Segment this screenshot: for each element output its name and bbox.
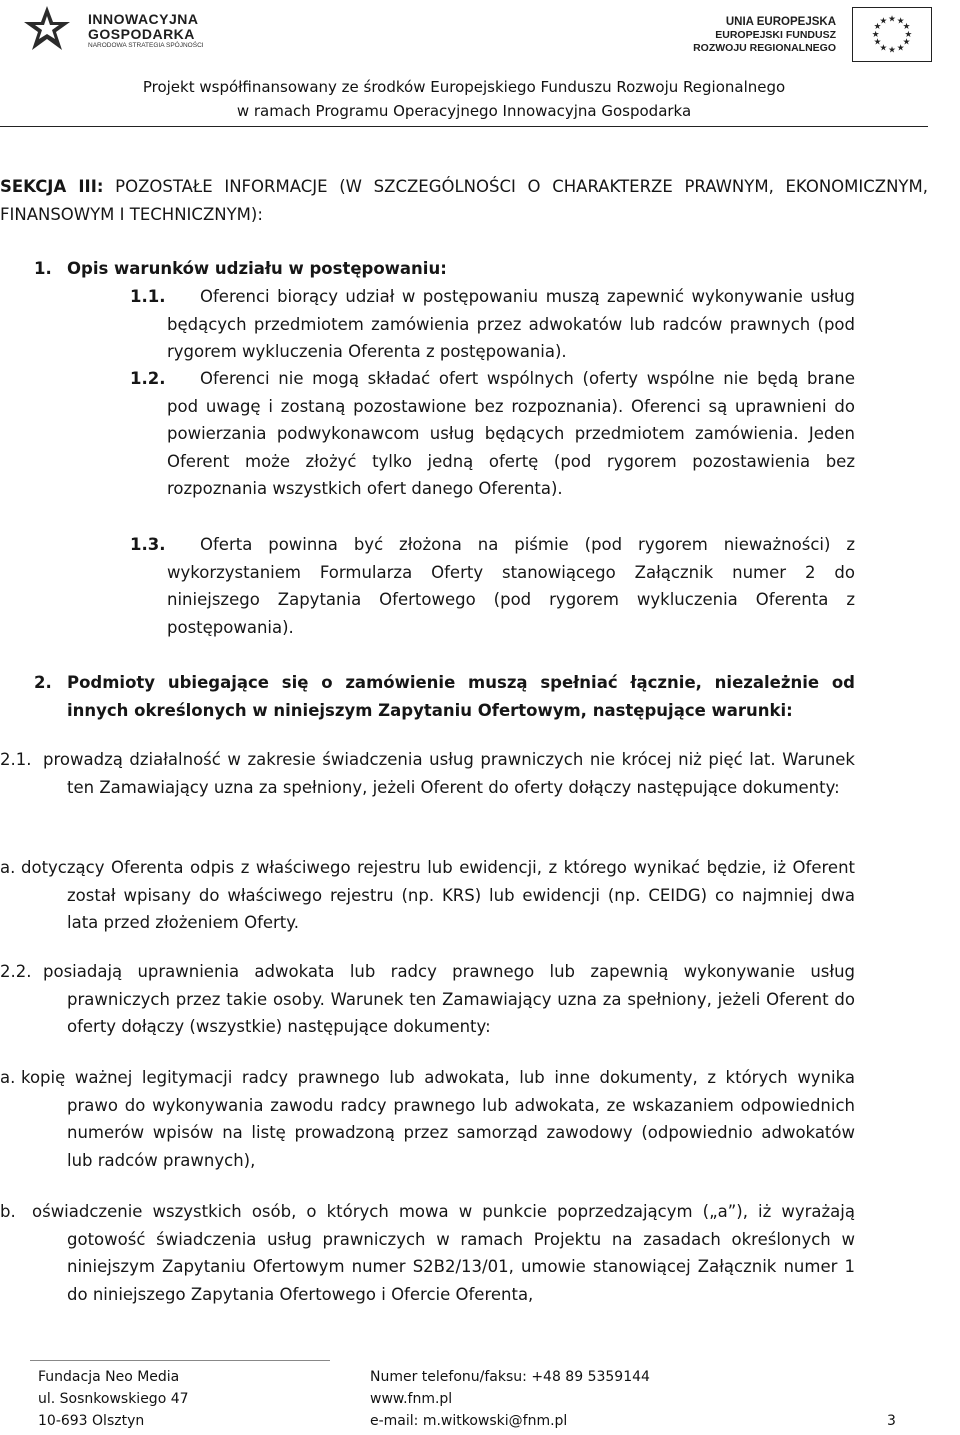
item-2-2-b-text: oświadczenie wszystkich osób, o których mowa w punkcie poprzedzającym („a”), iż wyrażają gotowość świadczenia usług prawniczych w ramach Projektu na zasadach określonych w niniejszym Zapytaniu Ofertowym numer S2B2/13/01, umowie stanowiącej Załącznik numer 1 do niniejszego Zapytania Ofertowego i Ofercie Oferenta, — [32, 1202, 855, 1304]
section-title — [0, 173, 928, 228]
footer-city: 10-693 Olsztyn — [38, 1413, 145, 1429]
item-2-1-text: prowadzą działalność w zakresie świadczenia usług prawniczych nie krócej niż pięć lat. Warunek ten Zamawiający uzna za spełniony, jeżeli Oferent do oferty dołączy następujące dokumenty: — [43, 750, 855, 797]
svg-text:★: ★ — [879, 16, 888, 27]
item-2-2-number: 2.2. — [0, 962, 32, 981]
section-title-text: POZOSTAŁE INFORMACJE (W SZCZEGÓLNOŚCI O CHARAKTERZE PRAWNYM, EKONOMICZNYM, FINANSOWYM I TECHNICZNYM): — [0, 177, 928, 224]
eu-logo — [672, 5, 932, 63]
logo-line-3: NARODOWA STRATEGIA SPÓJNOŚCI — [88, 42, 204, 49]
svg-text:★: ★ — [879, 43, 888, 54]
item-1-3-text: Oferta powinna być złożona na piśmie (pod rygorem nieważności) z wykorzystaniem Formularza Oferty stanowiącego Załącznik numer 2 do niniejszego Zapytania Ofertowego (pod rygorem wykluczenia Oferenta z postępowania). — [167, 535, 855, 637]
section-title-label: SEKCJA III: — [0, 177, 104, 196]
footer-website-link[interactable]: www.fnm.pl — [370, 1391, 453, 1407]
svg-text:★: ★ — [904, 29, 913, 40]
eu-flag-icon — [852, 7, 932, 62]
star-logo-icon — [22, 4, 72, 54]
item-1-number: 1. — [34, 259, 52, 278]
footer-street: ul. Sosnkowskiego 47 — [38, 1391, 189, 1407]
svg-text:★: ★ — [896, 16, 905, 27]
eu-line-3: ROZWOJU REGIONALNEGO — [693, 42, 836, 54]
footer-phone: Numer telefonu/faksu: +48 89 5359144 — [370, 1369, 650, 1385]
item-1-1-text: Oferenci biorący udział w postępowaniu muszą zapewnić wykonywanie usług będących przedmiotem zamówienia przez adwokatów lub radców prawnych (pod rygorem wykluczenia Oferenta z postępowania). — [167, 287, 855, 361]
svg-text:★: ★ — [873, 22, 882, 33]
item-1-2-number: 1.2. — [130, 369, 166, 388]
item-2-1-number: 2.1. — [0, 750, 32, 769]
logo-line-2: GOSPODARKA — [88, 26, 195, 42]
item-2-1-a-letter: a. — [0, 858, 16, 877]
item-2-title: Podmioty ubiegające się o zamówienie muszą spełniać łącznie, niezależnie od innych określonych w niniejszym Zapytaniu Ofertowym, następujące warunki: — [67, 673, 855, 720]
item-2-1-a-text: dotyczący Oferenta odpis z właściwego rejestru lub ewidencji, z którego wynikać będzie, iż Oferent został wpisany do właściwego rejestru (np. KRS) lub ewidencji (np. CEIDG) co najmniej dwa lata przed złożeniem Oferty. — [21, 858, 855, 932]
svg-text:★: ★ — [888, 45, 896, 56]
eu-logo-text — [693, 15, 836, 55]
eu-line-1: UNIA EUROPEJSKA — [725, 16, 836, 28]
item-2-2-a-text: kopię ważnej legitymacji radcy prawnego lub adwokata, lub inne dokumenty, z których wynika prawo do wykonywania zawodu radcy prawnego lub adwokata, ze wskazaniem odpowiednich numerów wpisów na listę prowadzoną przez samorząd zawodowy (odpowiednio adwokatów lub radców prawnych), — [21, 1068, 855, 1170]
item-2-2-b-letter: b. — [0, 1202, 16, 1221]
page-number: 3 — [887, 1413, 896, 1429]
item-2-2-text: posiadają uprawnienia adwokata lub radcy prawnego lub zapewnią wykonywanie usług prawniczych przez takie osoby. Warunek ten Zamawiający uzna za spełniony, jeżeli Oferent do oferty dołączy (wszystkie) następujące dokumenty: — [43, 962, 855, 1036]
item-2-number: 2. — [34, 673, 52, 692]
svg-text:★: ★ — [873, 37, 882, 48]
item-1-3-number: 1.3. — [130, 535, 166, 554]
item-1-2-text: Oferenci nie mogą składać ofert wspólnych (oferty wspólne nie będą brane pod uwagę i zostaną pozostawione bez rozpoznania). Oferenci są uprawnieni do powierzania podwykonawcom usług będących przedmiotem zamówienia. Jeden Oferent może złożyć tylko jedną ofertę (pod rygorem pozostawienia bez rozpoznania wszystkich ofert danego Oferenta). — [167, 369, 855, 498]
svg-text:★: ★ — [871, 29, 880, 40]
footer-org-name: Fundacja Neo Media — [38, 1369, 180, 1385]
item-1-1-number: 1.1. — [130, 287, 166, 306]
svg-text:★: ★ — [902, 22, 911, 33]
footer-divider — [30, 1360, 330, 1361]
eu-line-2: EUROPEJSKI FUNDUSZ — [715, 29, 836, 41]
program-line: w ramach Programu Operacyjnego Innowacyjna Gospodarka — [236, 102, 692, 120]
item-2-2-a-letter: a. — [0, 1068, 16, 1087]
innowacyjna-gospodarka-logo — [22, 4, 204, 54]
svg-text:★: ★ — [902, 37, 911, 48]
project-cofinancing-line: Projekt współfinansowany ze środków Europejskiego Funduszu Rozwoju Regionalnego — [142, 78, 786, 96]
item-1-title: Opis warunków udziału w postępowaniu: — [67, 259, 447, 278]
header-divider — [0, 126, 928, 127]
svg-text:★: ★ — [888, 14, 896, 25]
footer-email-link[interactable]: e-mail: m.witkowski@fnm.pl — [370, 1413, 568, 1429]
svg-text:★: ★ — [896, 43, 905, 54]
logo-line-1: INNOWACYJNA — [88, 11, 199, 27]
